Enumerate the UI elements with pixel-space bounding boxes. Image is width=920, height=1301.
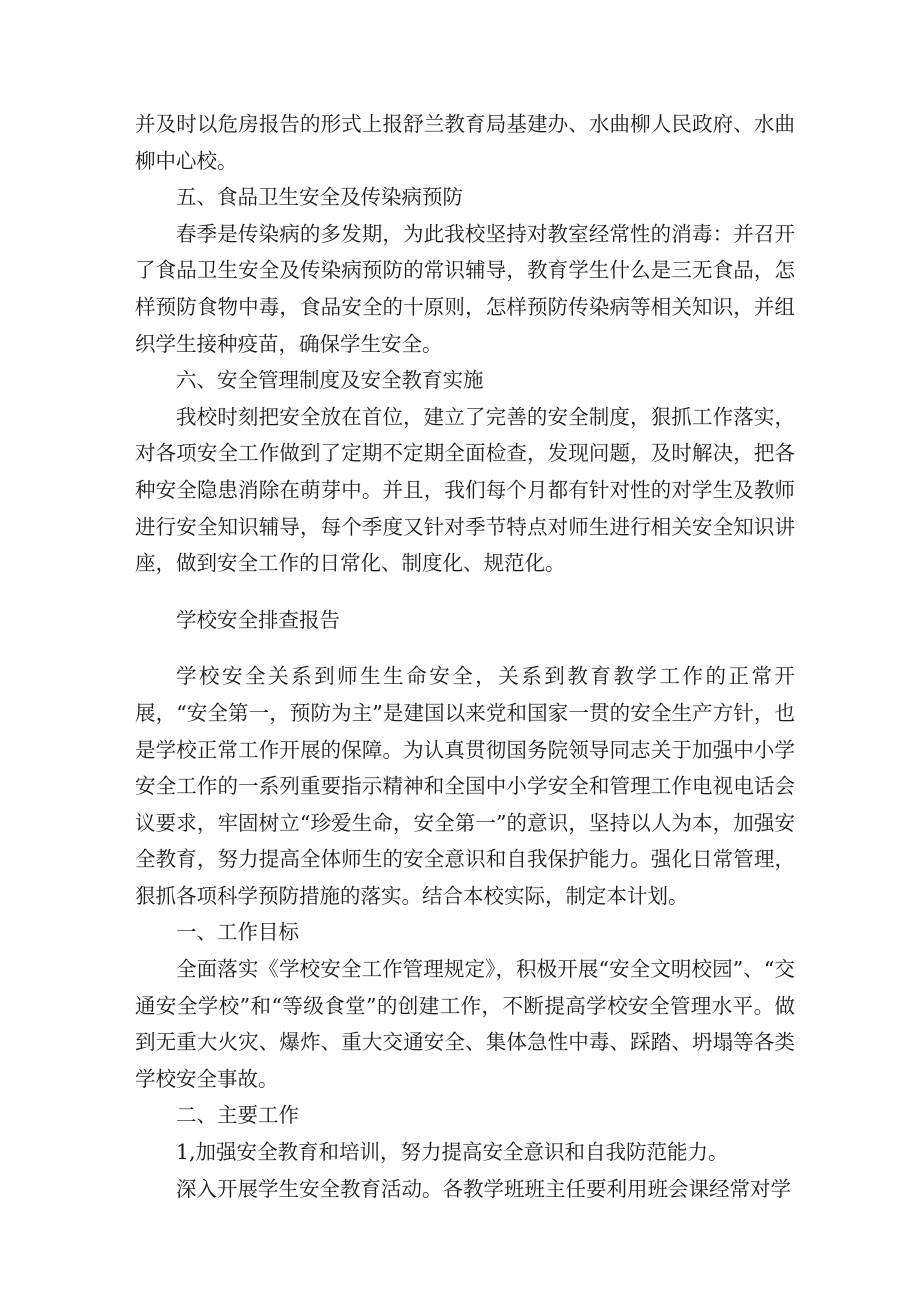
paragraph-food-safety: 春季是传染病的多发期，为此我校坚持对教室经常性的消毒：并召开了食品卫生安全及传染病预防的常识辅导，教育学生什么是三无食品，怎样预防食物中毒，食品安全的十原则，怎样预防传染病等相关知识，并组织学生接种疫苗，确保学生安全。 xyxy=(135,221,795,356)
section-heading-main-work: 二、主要工作 xyxy=(176,1103,299,1128)
list-item-education-training: 1,加强安全教育和培训，努力提高安全意识和自我防范能力。 xyxy=(176,1140,729,1165)
section-heading-safety-management: 六、安全管理制度及安全教育实施 xyxy=(176,368,484,393)
section-heading-food-safety: 五、食品卫生安全及传染病预防 xyxy=(176,185,463,210)
paragraph-continuation: 并及时以危房报告的形式上报舒兰教育局基建办、水曲柳人民政府、水曲柳中心校。 xyxy=(135,112,795,173)
section-heading-goals: 一、工作目标 xyxy=(176,920,299,945)
document-title: 学校安全排查报告 xyxy=(176,607,340,632)
paragraph-goals: 全面落实《学校安全工作管理规定》，积极开展“安全文明校园”、“交通安全学校”和“等级食堂”的创建工作，不断提高学校安全管理水平。做到无重大火灾、爆炸、重大交通安全、集体急性中毒、踩踏、坍塌等各类学校安全事故。 xyxy=(135,957,795,1091)
paragraph-student-education: 深入开展学生安全教育活动。各教学班班主任要利用班会课经常对学 xyxy=(176,1176,791,1201)
paragraph-safety-management: 我校时刻把安全放在首位，建立了完善的安全制度，狠抓工作落实，对各项安全工作做到了定期不定期全面检查，发现问题，及时解决，把各种安全隐患消除在萌芽中。并且，我们每个月都有针对性的对学生及教师进行安全知识辅导，每个季度又针对季节特点对师生进行相关安全知识讲座，做到安全工作的日常化、制度化、规范化。 xyxy=(135,404,795,576)
paragraph-intro: 学校安全关系到师生生命安全，关系到教育教学工作的正常开展，“安全第一，预防为主”是建国以来党和国家一贯的安全生产方针，也是学校正常工作开展的保障。为认真贯彻国务院领导同志关于加强中小学安全工作的一系列重要指示精神和全国中小学安全和管理工作电视电话会议要求，牢固树立“珍爱生命，安全第一”的意识，坚持以人为本，加强安全教育，努力提高全体师生的安全意识和自我保护能力。强化日常管理，狠抓各项科学预防措施的落实。结合本校实际，制定本计划。 xyxy=(135,664,795,908)
document-body xyxy=(135,106,795,1207)
